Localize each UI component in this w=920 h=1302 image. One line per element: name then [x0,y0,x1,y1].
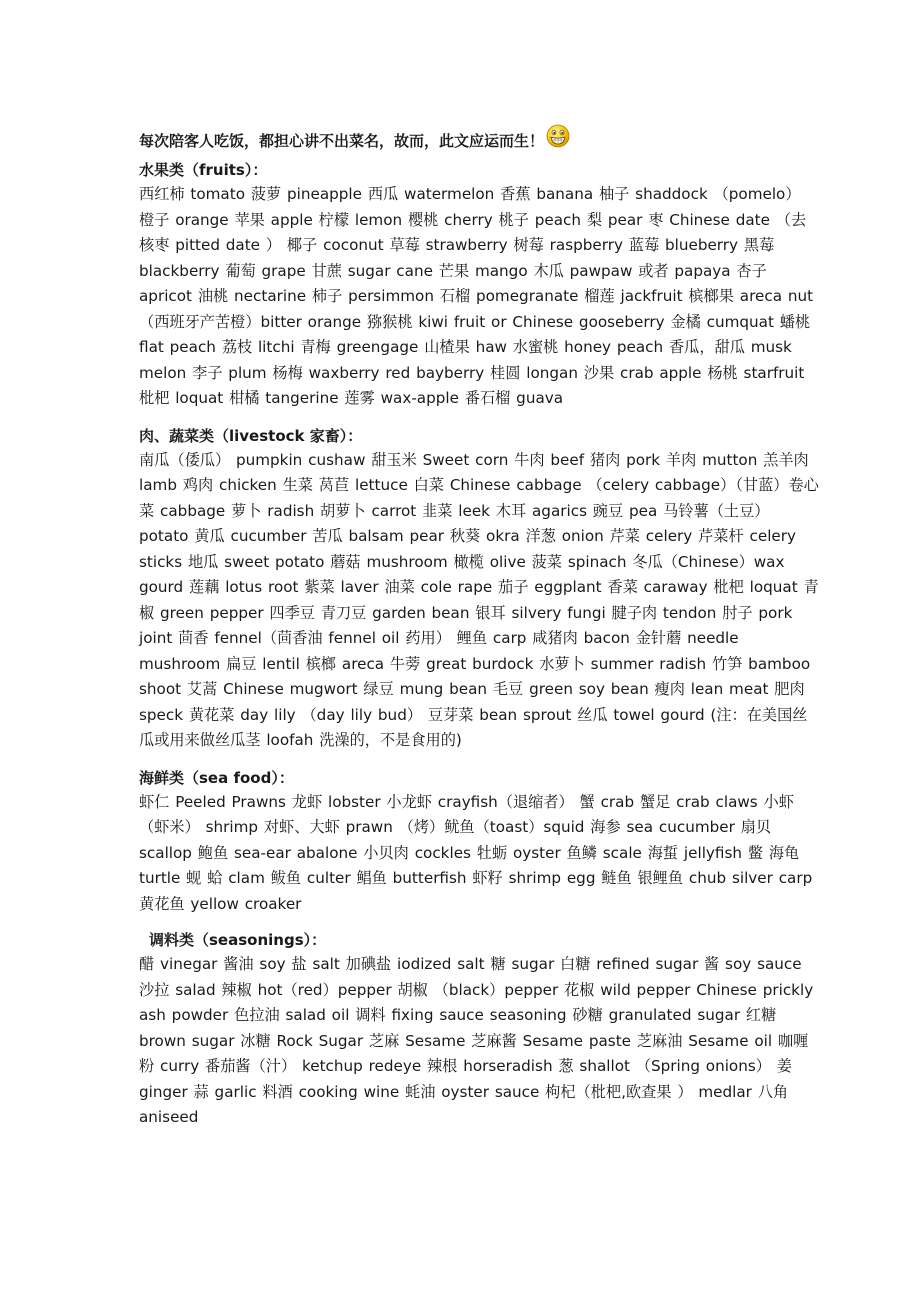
intro-line [139,118,819,158]
document-page [139,118,819,1131]
meat-vegetables-section [139,424,819,754]
fruits-list: 西红柿 tomato 菠萝 pineapple 西瓜 watermelon 香蕉 banana 柚子 shaddock （pomelo） 橙子 orange 苹果 apple 柠檬 lemon 樱桃 cherry 桃子 peach 梨 pear 枣 Chinese date （去核枣 pitted date ） 椰子 coconut 草莓 strawberry 树莓 raspberry 蓝莓 blueberry 黑莓 blackberry 葡萄 grape 甘蔗 sugar cane 芒果 mango 木瓜 pawpaw 或者 papaya 杏子 apricot 油桃 nectarine 柿子 persimmon 石榴 pomegranate 榴莲 jackfruit 槟榔果 areca nut （西班牙产苦橙）bitter orange 猕猴桃 kiwi fruit or Chinese gooseberry 金橘 cumquat 蟠桃 flat peach 荔枝 litchi 青梅 greengage 山楂果 haw 水蜜桃 honey peach 香瓜，甜瓜 musk melon 李子 plum 杨梅 waxberry red bayberry 桂圆 longan 沙果 crab apple 杨桃 starfruit 枇杷 loquat 柑橘 tangerine 莲雾 wax-apple 番石榴 guava [139,185,814,407]
meat-vegetables-heading: 肉、蔬菜类（livestock 家畜）： [139,426,363,445]
seafood-heading: 海鲜类（sea food）： [139,768,294,787]
seafood-list: 虾仁 Peeled Prawns 龙虾 lobster 小龙虾 crayfish（退缩者） 蟹 crab 蟹足 crab claws 小虾（虾米） shrimp 对虾、大虾 prawn （烤）鱿鱼（toast）squid 海参 sea cucumber 扇贝 scallop 鲍鱼 sea-ear abalone 小贝肉 cockles 牡蛎 oyster 鱼鳞 scale 海蜇 jellyfish 鳖 海龟 turtle 蚬 蛤 clam 鲅鱼 culter 鲳鱼 butterfish 虾籽 shrimp egg 鲢鱼 银鲤鱼 chub silver carp 黄花鱼 yellow croaker [139,792,813,913]
seafood-section [139,766,819,918]
grinning-face-icon [546,124,570,148]
seasonings-section [139,928,819,1131]
meat-vegetables-list: 南瓜（倭瓜） pumpkin cushaw 甜玉米 Sweet corn 牛肉 beef 猪肉 pork 羊肉 mutton 羔羊肉 lamb 鸡肉 chicken 生菜 莴苣 lettuce 白菜 Chinese cabbage （celery cabbage）（甘蓝）卷心菜 cabbage 萝卜 radish 胡萝卜 carrot 韭菜 leek 木耳 agarics 豌豆 pea 马铃薯（土豆） potato 黄瓜 cucumber 苦瓜 balsam pear 秋葵 okra 洋葱 onion 芹菜 celery 芹菜杆 celery sticks 地瓜 sweet potato 蘑菇 mushroom 橄榄 olive 菠菜 spinach 冬瓜（Chinese）wax gourd 莲藕 lotus root 紫菜 laver 油菜 cole rape 茄子 eggplant 香菜 caraway 枇杷 loquat 青椒 green pepper 四季豆 青刀豆 garden bean 银耳 silvery fungi 腱子肉 tendon 肘子 pork joint 茴香 fennel（茴香油 fennel oil 药用） 鲤鱼 carp 咸猪肉 bacon 金针蘑 needle mushroom 扁豆 lentil 槟榔 areca 牛蒡 great burdock 水萝卜 summer radish 竹笋 bamboo shoot 艾蒿 Chinese mugwort 绿豆 mung bean 毛豆 green soy bean 瘦肉 lean meat 肥肉 speck 黄花菜 day lily （day lily bud） 豆芽菜 bean sprout 丝瓜 towel gourd (注：在美国丝瓜或用来做丝瓜茎 loofah 洗澡的，不是食用的) [139,450,819,749]
seasonings-heading: 调料类（seasonings）： [149,931,327,949]
seasonings-list: 醋 vinegar 酱油 soy 盐 salt 加碘盐 iodized salt 糖 sugar 白糖 refined sugar 酱 soy sauce 沙拉 salad 辣椒 hot（red）pepper 胡椒 （black）pepper 花椒 wild pepper Chinese prickly ash powder 色拉油 salad oil 调料 fixing sauce seasoning 砂糖 granulated sugar 红糖 brown sugar 冰糖 Rock Sugar 芝麻 Sesame 芝麻酱 Sesame paste 芝麻油 Sesame oil 咖喱粉 curry 番茄酱（汁） ketchup redeye 辣根 horseradish 葱 shallot （Spring onions） 姜 ginger 蒜 garlic 料酒 cooking wine 蚝油 oyster sauce 枸杞（枇杷,欧查果 ） medlar 八角 aniseed [139,955,814,1126]
intro-text: 每次陪客人吃饭，都担心讲不出菜名，故而，此文应运而生！ [139,132,545,150]
fruits-heading: 水果类（fruits）： [139,161,268,179]
fruits-section [139,158,819,412]
